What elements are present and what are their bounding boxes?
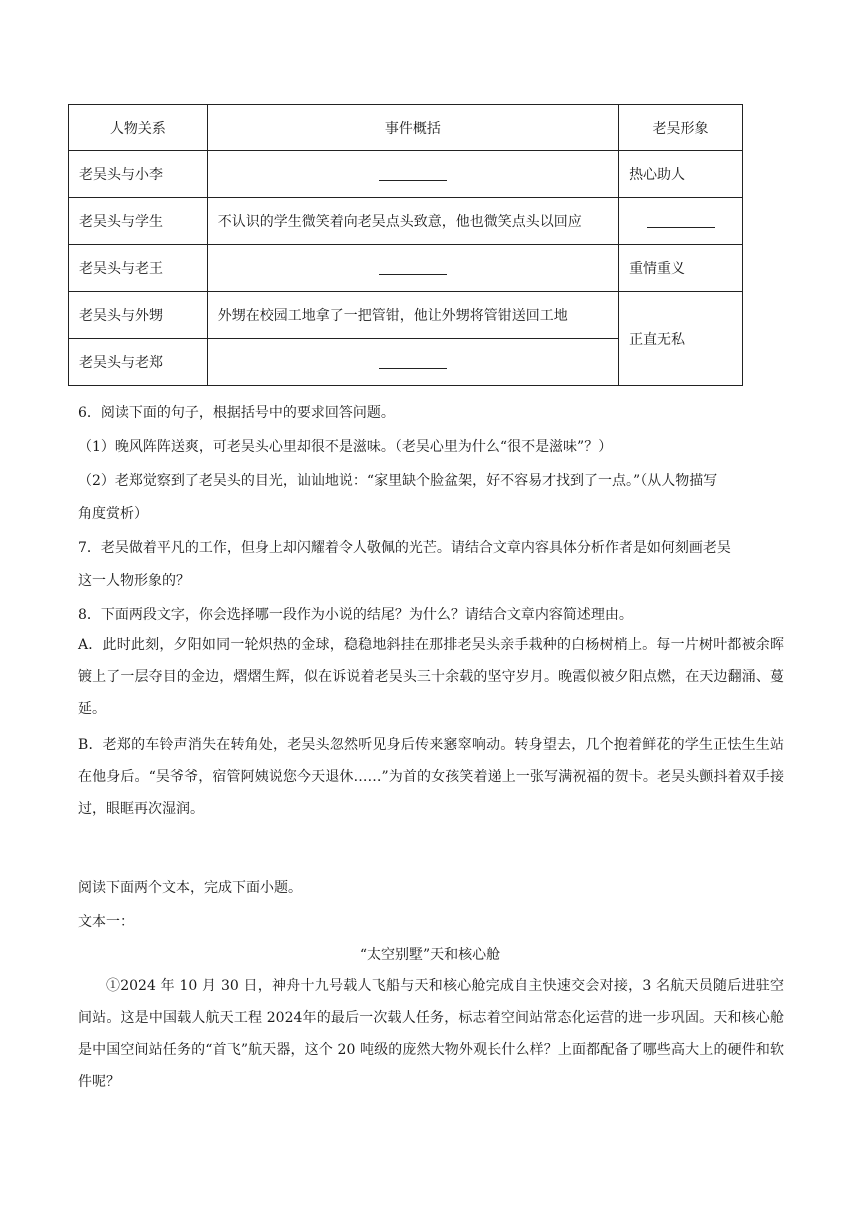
header-event: 事件概括 — [207, 105, 618, 151]
question-6-2: （2）老郑觉察到了老吴头的目光，讪讪地说：“家里缺个脸盆架，好不容易才找到了一点。”（从人物描写 — [78, 473, 718, 489]
event-cell-blank[interactable] — [207, 151, 618, 198]
header-image: 老吴形象 — [619, 105, 743, 151]
image-cell-merged: 正直无私 — [619, 292, 743, 386]
header-relation: 人物关系 — [69, 105, 208, 151]
image-cell: 重情重义 — [619, 245, 743, 292]
question-6-2-cont: 角度赏析） — [78, 506, 148, 522]
relation-cell: 老吴头与老王 — [69, 245, 208, 292]
event-cell-blank[interactable] — [207, 245, 618, 292]
table-row — [69, 292, 743, 339]
event-cell: 外甥在校园工地拿了一把管钳，他让外甥将管钳送回工地 — [207, 292, 618, 339]
fill-in-blank[interactable] — [379, 262, 447, 275]
event-cell-blank[interactable] — [207, 339, 618, 386]
character-table — [68, 104, 743, 386]
article-title: “太空别墅”天和核心舱 — [359, 947, 501, 963]
question-7-cont: 这一人物形象的？ — [78, 573, 190, 589]
fill-in-blank[interactable] — [647, 215, 715, 228]
option-b: B．老郑的车铃声消失在转角处，老吴头忽然听见身后传来窸窣响动。转身望去，几个抱着鲜花的学生正怯生生站在他身后。“吴爷爷，宿管阿姨说您今天退休……”为首的女孩笑着递上一张写满祝福的贺卡。老吴头颤抖着双手接过，眼眶再次湿润。 — [78, 737, 784, 817]
section-intro: 阅读下面两个文本，完成下面小题。 — [78, 880, 302, 896]
relation-cell: 老吴头与老郑 — [69, 339, 208, 386]
fill-in-blank[interactable] — [379, 356, 447, 369]
relation-cell: 老吴头与小李 — [69, 151, 208, 198]
option-a: A．此时此刻，夕阳如同一轮炽热的金球，稳稳地斜挂在那排老吴头亲手栽种的白杨树梢上。每一片树叶都被余晖镀上了一层夺目的金边，熠熠生辉，似在诉说着老吴头三十余载的坚守岁月。晚霞似被夕阳点燃，在天边翻涌、蔓延。 — [78, 637, 784, 717]
relation-cell: 老吴头与学生 — [69, 198, 208, 245]
article-paragraph: ①2024 年 10 月 30 日，神舟十九号载人飞船与天和核心舱完成自主快速交会对接，3 名航天员随后进驻空间站。这是中国载人航天工程 2024年的最后一次载人任务，标志着空间站常态化运营的进一步巩固。天和核心舱是中国空间站任务的“首飞”航天器，这个 20 吨级的庞然大物外观长什么样？上面都配备了哪些高大上的硬件和软件呢？ — [78, 978, 784, 1090]
image-cell-blank[interactable] — [619, 198, 743, 245]
table-row — [69, 151, 743, 198]
question-7: 7．老吴做着平凡的工作，但身上却闪耀着令人敬佩的光芒。请结合文章内容具体分析作者是如何刻画老吴 — [78, 540, 731, 556]
relation-cell: 老吴头与外甥 — [69, 292, 208, 339]
question-6-1: （1）晚风阵阵送爽，可老吴头心里却很不是滋味。（老吴心里为什么“很不是滋味”？） — [78, 439, 613, 455]
fill-in-blank[interactable] — [379, 168, 447, 181]
event-cell: 不认识的学生微笑着向老吴点头致意，他也微笑点头以回应 — [207, 198, 618, 245]
question-6: 6．阅读下面的句子，根据括号中的要求回答问题。 — [78, 405, 395, 421]
image-cell: 热心助人 — [619, 151, 743, 198]
question-8: 8．下面两段文字，你会选择哪一段作为小说的结尾？为什么？请结合文章内容简述理由。 — [78, 607, 633, 623]
table-row — [69, 198, 743, 245]
table-header-row — [69, 105, 743, 151]
text1-label: 文本一： — [78, 914, 134, 930]
table-row — [69, 245, 743, 292]
